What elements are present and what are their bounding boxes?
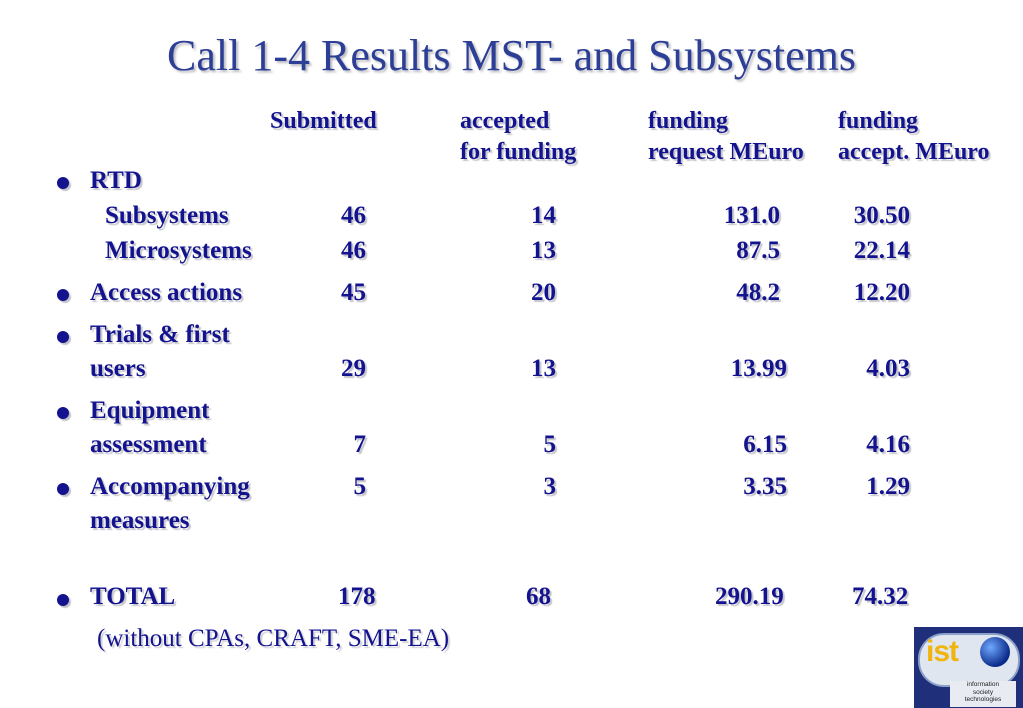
bullet-equipment: [57, 407, 69, 419]
cell-microsystems-accepted: 13: [531, 237, 556, 264]
header-request-line1: funding: [648, 108, 729, 134]
header-request-line2: request MEuro: [648, 139, 804, 165]
slide-title: Call 1-4 Results MST- and Subsystems: [167, 31, 856, 80]
row-label-equipment-line1: Equipment: [90, 397, 210, 424]
cell-access-accepted: 20: [531, 279, 556, 306]
row-label-total: TOTAL: [90, 583, 176, 610]
row-label-equipment-line2: assessment: [90, 431, 207, 458]
cell-accompanying-request: 3.35: [743, 473, 787, 500]
cell-total-submitted: 178: [338, 583, 376, 610]
header-accept-line1: funding: [838, 108, 919, 134]
header-accept-line2: accept. MEuro: [838, 139, 990, 165]
cell-microsystems-request: 87.5: [736, 237, 780, 264]
cell-trials-accept: 4.03: [866, 355, 910, 382]
cell-equipment-submitted: 7: [353, 431, 366, 458]
row-label-microsystems: Microsystems: [105, 237, 252, 264]
row-label-subsystems: Subsystems: [105, 202, 229, 229]
logo-caption-line3: technologies: [964, 696, 1002, 703]
footnote: (without CPAs, CRAFT, SME-EA): [97, 625, 450, 652]
cell-accompanying-accept: 1.29: [866, 473, 910, 500]
cell-trials-accepted: 13: [531, 355, 556, 382]
globe-icon: [980, 637, 1010, 667]
bullet-accompanying: [57, 483, 69, 495]
cell-subsystems-accepted: 14: [531, 202, 556, 229]
row-label-trials-line1: Trials & first: [90, 321, 230, 348]
header-submitted: Submitted: [270, 108, 377, 134]
cell-total-accepted: 68: [526, 583, 551, 610]
logo-wordmark: ist: [926, 635, 959, 668]
cell-access-submitted: 45: [341, 279, 366, 306]
cell-subsystems-request: 131.0: [723, 202, 780, 229]
cell-equipment-request: 6.15: [743, 431, 787, 458]
row-label-accompanying-line1: Accompanying: [90, 473, 250, 500]
cell-subsystems-accept: 30.50: [853, 202, 910, 229]
cell-trials-submitted: 29: [341, 355, 366, 382]
logo-caption: [950, 681, 1016, 707]
cell-trials-request: 13.99: [730, 355, 787, 382]
cell-equipment-accept: 4.16: [866, 431, 910, 458]
cell-total-request: 290.19: [715, 583, 784, 610]
cell-total-accept: 74.32: [852, 583, 909, 610]
logo-caption-line1: information: [966, 681, 1000, 688]
cell-access-request: 48.2: [736, 279, 780, 306]
ist-logo: [914, 627, 1023, 708]
row-label-accompanying-line2: measures: [90, 507, 190, 534]
cell-access-accept: 12.20: [853, 279, 910, 306]
row-label-trials-line2: users: [90, 355, 146, 382]
cell-microsystems-submitted: 46: [341, 237, 366, 264]
header-accepted-line1: accepted: [460, 108, 550, 134]
bullet-rtd: [57, 177, 69, 189]
cell-accompanying-accepted: 3: [543, 473, 556, 500]
row-label-access: Access actions: [90, 279, 243, 306]
bullet-access: [57, 289, 69, 301]
bullet-total: [57, 594, 69, 606]
header-accepted-line2: for funding: [460, 139, 577, 165]
cell-microsystems-accept: 22.14: [853, 237, 910, 264]
cell-accompanying-submitted: 5: [353, 473, 366, 500]
cell-subsystems-submitted: 46: [341, 202, 366, 229]
logo-caption-line2: society: [972, 688, 994, 696]
row-label-rtd: RTD: [90, 167, 142, 194]
cell-equipment-accepted: 5: [543, 431, 556, 458]
bullet-trials: [57, 331, 69, 343]
